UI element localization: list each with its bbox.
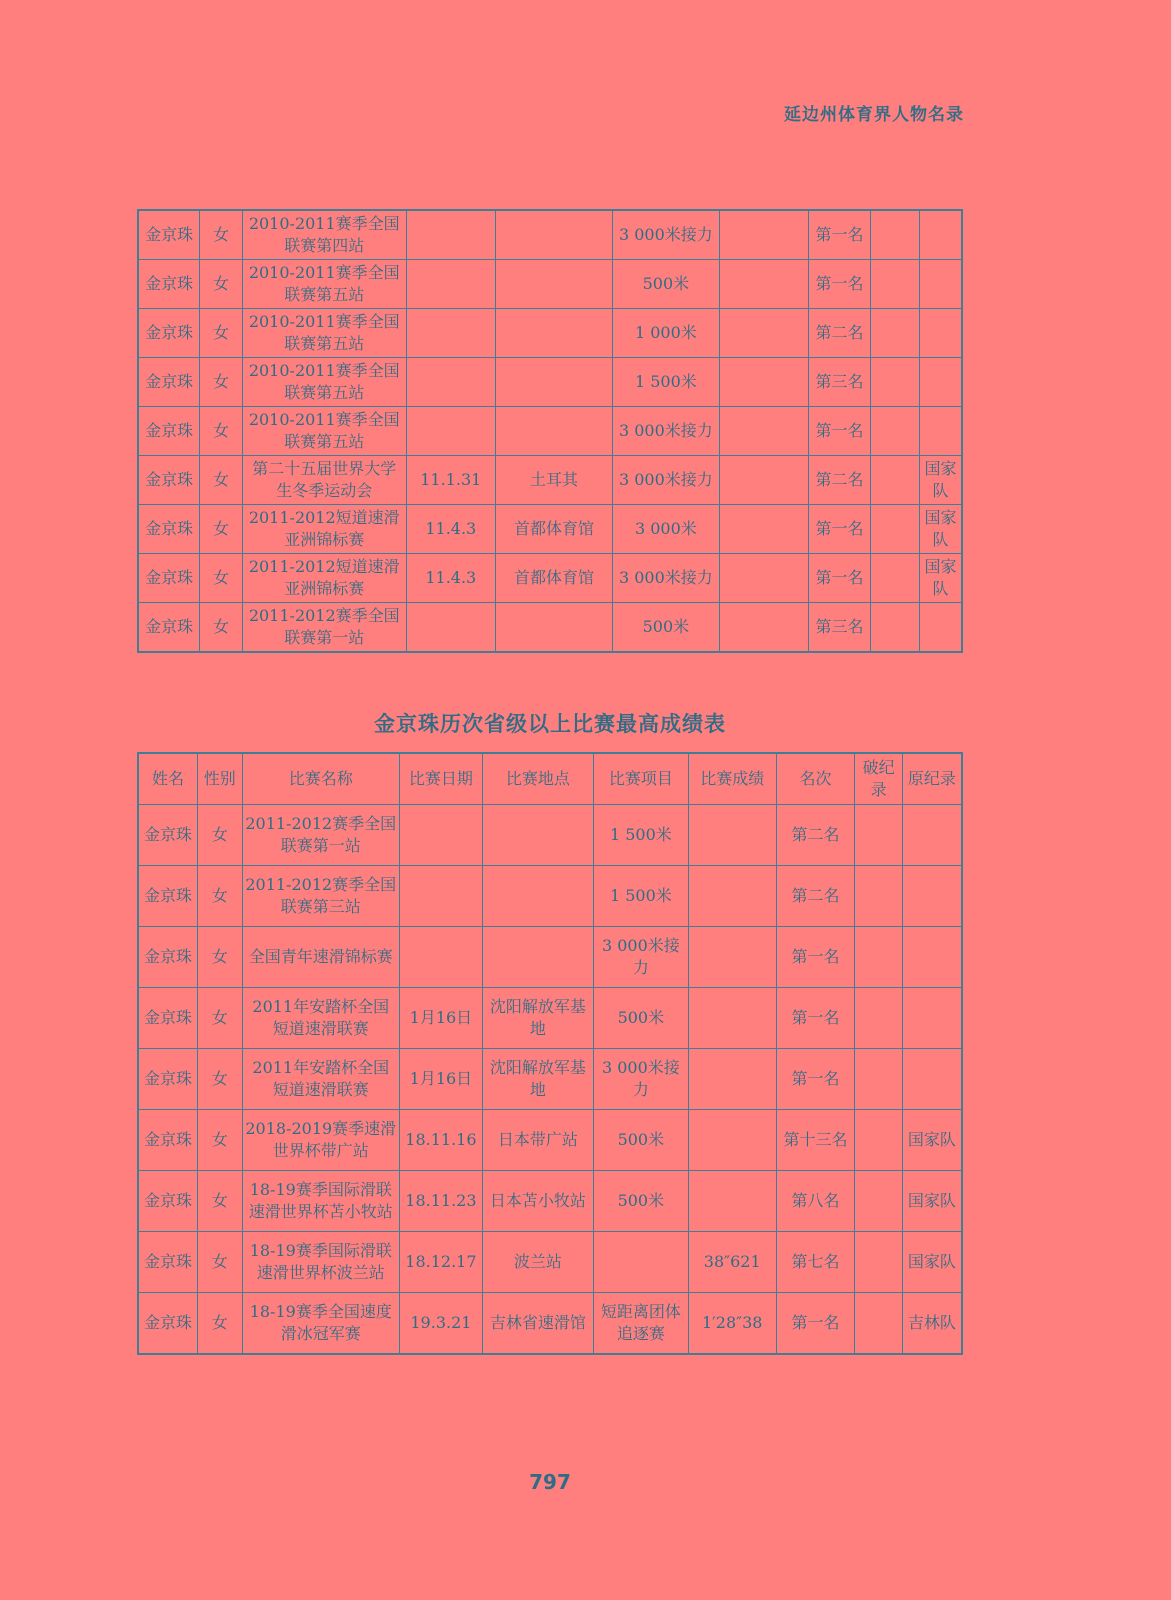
cell-date	[406, 407, 495, 456]
table-row	[138, 988, 962, 1049]
column-header-discipline: 比赛项目	[593, 753, 688, 805]
cell-discipline: 3 000米接力	[613, 407, 719, 456]
column-header-rank: 名次	[776, 753, 855, 805]
cell-gender: 女	[200, 210, 243, 260]
cell-discipline: 3 000米接力	[613, 554, 719, 603]
cell-score: 38″621	[688, 1232, 776, 1293]
cell-venue: 日本苫小牧站	[482, 1171, 593, 1232]
cell-gender: 女	[200, 554, 243, 603]
table-row	[138, 603, 962, 653]
cell-previous-record: 国家队	[919, 554, 962, 603]
cell-date	[400, 866, 483, 927]
cell-name: 金京珠	[138, 407, 200, 456]
cell-gender: 女	[198, 988, 242, 1049]
table2-body	[138, 805, 962, 1355]
cell-record-broken	[871, 358, 920, 407]
table-row	[138, 554, 962, 603]
table-row	[138, 260, 962, 309]
column-header-gender: 性别	[198, 753, 242, 805]
table-row	[138, 1110, 962, 1171]
cell-score	[719, 309, 808, 358]
section-title: 金京珠历次省级以上比赛最高成绩表	[374, 712, 726, 736]
cell-previous-record: 国家队	[919, 505, 962, 554]
cell-name: 金京珠	[138, 1171, 198, 1232]
cell-score	[719, 407, 808, 456]
cell-event: 2011-2012赛季全国联赛第一站	[242, 805, 400, 866]
cell-rank: 第一名	[776, 1293, 855, 1355]
cell-event: 2011-2012短道速滑亚洲锦标赛	[242, 554, 406, 603]
cell-rank: 第七名	[776, 1232, 855, 1293]
cell-date: 1月16日	[400, 1049, 483, 1110]
cell-score	[719, 260, 808, 309]
cell-record-broken	[855, 1171, 902, 1232]
cell-score	[688, 1110, 776, 1171]
cell-name: 金京珠	[138, 603, 200, 653]
cell-previous-record: 国家队	[919, 456, 962, 505]
cell-rank: 第三名	[808, 603, 871, 653]
page-number: 797	[529, 1470, 571, 1494]
table-row	[138, 456, 962, 505]
table-row	[138, 210, 962, 260]
cell-venue: 首都体育馆	[495, 505, 612, 554]
cell-gender: 女	[198, 1232, 242, 1293]
cell-name: 金京珠	[138, 309, 200, 358]
cell-previous-record	[902, 988, 962, 1049]
cell-name: 金京珠	[138, 554, 200, 603]
cell-record-broken	[855, 866, 902, 927]
cell-venue: 首都体育馆	[495, 554, 612, 603]
cell-discipline: 500米	[613, 260, 719, 309]
cell-date	[406, 210, 495, 260]
cell-venue: 沈阳解放军基地	[482, 988, 593, 1049]
cell-event: 第二十五届世界大学生冬季运动会	[242, 456, 406, 505]
cell-previous-record: 吉林队	[902, 1293, 962, 1355]
cell-event: 2010-2011赛季全国联赛第五站	[242, 358, 406, 407]
table-row	[138, 358, 962, 407]
cell-discipline: 1 000米	[613, 309, 719, 358]
cell-previous-record	[919, 210, 962, 260]
cell-score: 1′28″38	[688, 1293, 776, 1355]
cell-name: 金京珠	[138, 260, 200, 309]
cell-score	[688, 927, 776, 988]
cell-previous-record	[902, 1049, 962, 1110]
cell-venue	[495, 603, 612, 653]
cell-discipline: 短距离团体追逐赛	[593, 1293, 688, 1355]
cell-rank: 第一名	[808, 210, 871, 260]
cell-rank: 第三名	[808, 358, 871, 407]
cell-record-broken	[871, 309, 920, 358]
cell-name: 金京珠	[138, 927, 198, 988]
cell-record-broken	[855, 805, 902, 866]
cell-discipline: 3 000米接力	[613, 456, 719, 505]
cell-name: 金京珠	[138, 505, 200, 554]
cell-rank: 第一名	[808, 554, 871, 603]
cell-date	[406, 260, 495, 309]
cell-record-broken	[871, 603, 920, 653]
cell-record-broken	[855, 1049, 902, 1110]
table-row	[138, 1293, 962, 1355]
cell-venue: 日本带广站	[482, 1110, 593, 1171]
cell-record-broken	[855, 1293, 902, 1355]
cell-gender: 女	[198, 1171, 242, 1232]
cell-score	[688, 805, 776, 866]
table-row	[138, 866, 962, 927]
table-row	[138, 927, 962, 988]
cell-score	[719, 210, 808, 260]
cell-event: 18-19赛季全国速度滑冰冠军赛	[242, 1293, 400, 1355]
table-row	[138, 1232, 962, 1293]
cell-venue	[495, 309, 612, 358]
table-row	[138, 505, 962, 554]
column-header-record-broken: 破纪录	[855, 753, 902, 805]
cell-discipline: 500米	[613, 603, 719, 653]
column-header-event: 比赛名称	[242, 753, 400, 805]
cell-rank: 第一名	[808, 407, 871, 456]
cell-rank: 第一名	[808, 260, 871, 309]
cell-event: 2011-2012赛季全国联赛第三站	[242, 866, 400, 927]
cell-rank: 第二名	[808, 309, 871, 358]
cell-date	[400, 927, 483, 988]
cell-name: 金京珠	[138, 988, 198, 1049]
cell-record-broken	[871, 210, 920, 260]
cell-name: 金京珠	[138, 866, 198, 927]
cell-previous-record	[919, 309, 962, 358]
cell-record-broken	[871, 260, 920, 309]
cell-previous-record	[919, 603, 962, 653]
cell-rank: 第一名	[776, 988, 855, 1049]
cell-score	[688, 1171, 776, 1232]
cell-previous-record	[902, 805, 962, 866]
cell-event: 2010-2011赛季全国联赛第五站	[242, 260, 406, 309]
cell-date: 1月16日	[400, 988, 483, 1049]
table-row	[138, 407, 962, 456]
cell-gender: 女	[198, 1049, 242, 1110]
best-results-table	[137, 752, 963, 1355]
cell-rank: 第一名	[776, 1049, 855, 1110]
cell-event: 2010-2011赛季全国联赛第五站	[242, 407, 406, 456]
cell-record-broken	[871, 456, 920, 505]
cell-gender: 女	[200, 358, 243, 407]
cell-score	[688, 988, 776, 1049]
cell-event: 2018-2019赛季速滑世界杯带广站	[242, 1110, 400, 1171]
cell-gender: 女	[198, 866, 242, 927]
table-row	[138, 1049, 962, 1110]
cell-rank: 第二名	[776, 805, 855, 866]
cell-date	[406, 309, 495, 358]
cell-date: 11.4.3	[406, 554, 495, 603]
cell-name: 金京珠	[138, 210, 200, 260]
cell-rank: 第八名	[776, 1171, 855, 1232]
table-row	[138, 309, 962, 358]
cell-score	[719, 554, 808, 603]
cell-event: 18-19赛季国际滑联速滑世界杯波兰站	[242, 1232, 400, 1293]
cell-score	[719, 603, 808, 653]
cell-venue	[495, 358, 612, 407]
cell-score	[719, 456, 808, 505]
cell-name: 金京珠	[138, 1293, 198, 1355]
cell-date: 11.4.3	[406, 505, 495, 554]
cell-record-broken	[855, 988, 902, 1049]
cell-name: 金京珠	[138, 358, 200, 407]
cell-name: 金京珠	[138, 1232, 198, 1293]
cell-gender: 女	[200, 456, 243, 505]
cell-venue	[482, 805, 593, 866]
cell-rank: 第十三名	[776, 1110, 855, 1171]
cell-date: 18.11.16	[400, 1110, 483, 1171]
cell-venue	[495, 407, 612, 456]
cell-date: 18.11.23	[400, 1171, 483, 1232]
cell-record-broken	[855, 1232, 902, 1293]
cell-discipline: 3 000米	[613, 505, 719, 554]
cell-date: 19.3.21	[400, 1293, 483, 1355]
cell-discipline: 1 500米	[593, 866, 688, 927]
cell-record-broken	[855, 927, 902, 988]
cell-gender: 女	[198, 1293, 242, 1355]
cell-gender: 女	[200, 260, 243, 309]
cell-gender: 女	[200, 309, 243, 358]
cell-rank: 第二名	[808, 456, 871, 505]
cell-name: 金京珠	[138, 1110, 198, 1171]
cell-discipline: 1 500米	[613, 358, 719, 407]
column-header-date: 比赛日期	[400, 753, 483, 805]
cell-previous-record	[919, 358, 962, 407]
cell-discipline: 1 500米	[593, 805, 688, 866]
running-header: 延边州体育界人物名录	[784, 105, 964, 125]
cell-discipline: 500米	[593, 1171, 688, 1232]
cell-event: 2011年安踏杯全国短道速滑联赛	[242, 1049, 400, 1110]
cell-score	[688, 866, 776, 927]
cell-name: 金京珠	[138, 805, 198, 866]
cell-gender: 女	[198, 927, 242, 988]
cell-gender: 女	[198, 805, 242, 866]
cell-discipline: 3 000米接力	[593, 927, 688, 988]
cell-event: 2011年安踏杯全国短道速滑联赛	[242, 988, 400, 1049]
cell-venue	[482, 866, 593, 927]
cell-event: 2011-2012短道速滑亚洲锦标赛	[242, 505, 406, 554]
cell-venue: 波兰站	[482, 1232, 593, 1293]
cell-event: 2011-2012赛季全国联赛第一站	[242, 603, 406, 653]
cell-record-broken	[855, 1110, 902, 1171]
table-row	[138, 805, 962, 866]
column-header-venue: 比赛地点	[482, 753, 593, 805]
cell-previous-record	[902, 866, 962, 927]
cell-rank: 第二名	[776, 866, 855, 927]
column-header-score: 比赛成绩	[688, 753, 776, 805]
cell-venue	[495, 210, 612, 260]
cell-score	[688, 1049, 776, 1110]
cell-name: 金京珠	[138, 456, 200, 505]
table1-body	[138, 210, 962, 652]
cell-record-broken	[871, 554, 920, 603]
cell-venue: 土耳其	[495, 456, 612, 505]
cell-record-broken	[871, 407, 920, 456]
cell-event: 2010-2011赛季全国联赛第五站	[242, 309, 406, 358]
table-row	[138, 1171, 962, 1232]
cell-discipline: 500米	[593, 1110, 688, 1171]
cell-event: 18-19赛季国际滑联速滑世界杯苫小牧站	[242, 1171, 400, 1232]
results-table-continued	[137, 209, 963, 653]
cell-venue: 沈阳解放军基地	[482, 1049, 593, 1110]
cell-venue	[482, 927, 593, 988]
cell-previous-record: 国家队	[902, 1232, 962, 1293]
cell-rank: 第一名	[776, 927, 855, 988]
column-header-previous-record: 原纪录	[902, 753, 962, 805]
cell-date: 11.1.31	[406, 456, 495, 505]
cell-date	[400, 805, 483, 866]
cell-gender: 女	[200, 505, 243, 554]
cell-gender: 女	[198, 1110, 242, 1171]
cell-gender: 女	[200, 603, 243, 653]
cell-score	[719, 505, 808, 554]
cell-previous-record: 国家队	[902, 1171, 962, 1232]
cell-venue: 吉林省速滑馆	[482, 1293, 593, 1355]
cell-gender: 女	[200, 407, 243, 456]
cell-record-broken	[871, 505, 920, 554]
cell-previous-record	[919, 260, 962, 309]
cell-discipline: 3 000米接力	[593, 1049, 688, 1110]
cell-date	[406, 603, 495, 653]
table2-header-row	[138, 753, 962, 805]
cell-score	[719, 358, 808, 407]
cell-date: 18.12.17	[400, 1232, 483, 1293]
column-header-name: 姓名	[138, 753, 198, 805]
cell-event: 2010-2011赛季全国联赛第四站	[242, 210, 406, 260]
cell-name: 金京珠	[138, 1049, 198, 1110]
cell-rank: 第一名	[808, 505, 871, 554]
cell-discipline: 3 000米接力	[613, 210, 719, 260]
cell-date	[406, 358, 495, 407]
cell-previous-record: 国家队	[902, 1110, 962, 1171]
cell-event: 全国青年速滑锦标赛	[242, 927, 400, 988]
cell-venue	[495, 260, 612, 309]
cell-discipline: 500米	[593, 988, 688, 1049]
cell-previous-record	[919, 407, 962, 456]
cell-discipline	[593, 1232, 688, 1293]
cell-previous-record	[902, 927, 962, 988]
